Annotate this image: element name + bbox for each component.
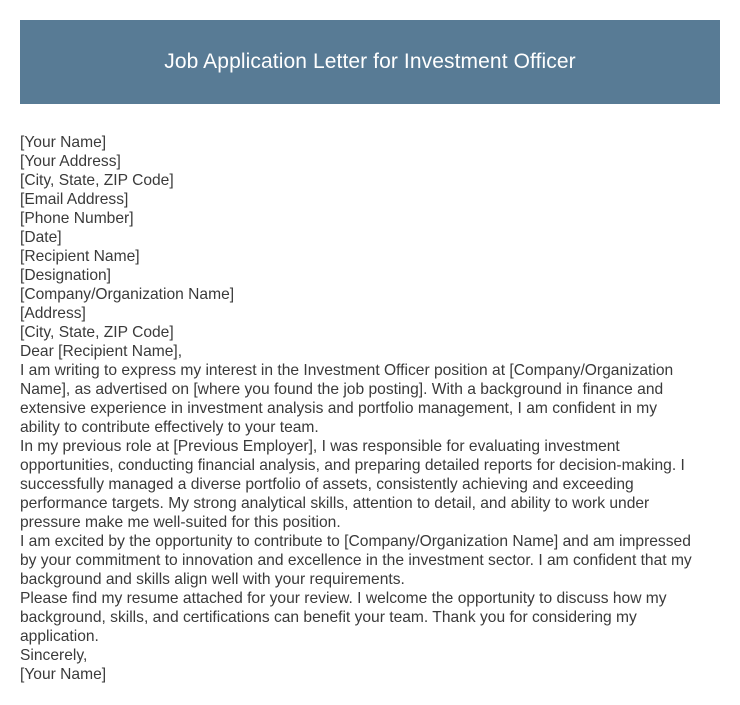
- signature: [Your Name]: [20, 666, 107, 683]
- paragraph-line: performance targets. My strong analytical skills, attention to detail, and ability to work under: [20, 495, 650, 512]
- page-header: [20, 20, 720, 104]
- paragraph-line: background and skills align well with your requirements.: [20, 571, 405, 588]
- sender-address: [Your Address]: [20, 153, 121, 170]
- paragraph-intro: [20, 361, 720, 437]
- sender-name: [Your Name]: [20, 134, 107, 151]
- paragraph-line: I am writing to express my interest in the Investment Officer position at [Company/Organization: [20, 362, 674, 379]
- paragraph-experience: [20, 437, 720, 532]
- page-title: Job Application Letter for Investment Officer: [164, 50, 576, 73]
- closing: Sincerely,: [20, 647, 88, 664]
- paragraph-line: successfully managed a diverse portfolio of assets, consistently achieving and exceeding: [20, 476, 634, 493]
- sender-block: [20, 133, 720, 247]
- paragraph-line: extensive experience in investment analysis and portfolio management, I am confident in my: [20, 400, 658, 417]
- paragraph-line: background, skills, and certifications can benefit your team. Thank you for considering my: [20, 609, 637, 626]
- salutation: Dear [Recipient Name],: [20, 343, 183, 360]
- recipient-designation: [Designation]: [20, 267, 112, 284]
- paragraph-line: pressure make me well-suited for this position.: [20, 514, 341, 531]
- paragraph-line: ability to contribute effectively to your team.: [20, 419, 319, 436]
- letter-date: [Date]: [20, 229, 62, 246]
- recipient-city-state-zip: [City, State, ZIP Code]: [20, 324, 174, 341]
- paragraph-line: opportunities, conducting financial analysis, and preparing detailed reports for decision-making. I: [20, 457, 685, 474]
- recipient-block: [20, 247, 720, 342]
- paragraph-line: Please find my resume attached for your review. I welcome the opportunity to discuss how my: [20, 590, 667, 607]
- sender-email: [Email Address]: [20, 191, 129, 208]
- paragraph-line: by your commitment to innovation and excellence in the investment sector. I am confident that my: [20, 552, 692, 569]
- sender-phone: [Phone Number]: [20, 210, 134, 227]
- paragraph-line: Name], as advertised on [where you found the job posting]. With a background in finance and: [20, 381, 664, 398]
- paragraph-line: In my previous role at [Previous Employer], I was responsible for evaluating investment: [20, 438, 620, 455]
- recipient-name: [Recipient Name]: [20, 248, 140, 265]
- sender-city-state-zip: [City, State, ZIP Code]: [20, 172, 174, 189]
- paragraph-motivation: [20, 532, 720, 589]
- paragraph-line: application.: [20, 628, 99, 645]
- paragraph-line: I am excited by the opportunity to contribute to [Company/Organization Name] and am impressed: [20, 533, 691, 550]
- recipient-company: [Company/Organization Name]: [20, 286, 235, 303]
- paragraph-closing: [20, 589, 720, 646]
- letter-body: [20, 133, 720, 684]
- recipient-address: [Address]: [20, 305, 86, 322]
